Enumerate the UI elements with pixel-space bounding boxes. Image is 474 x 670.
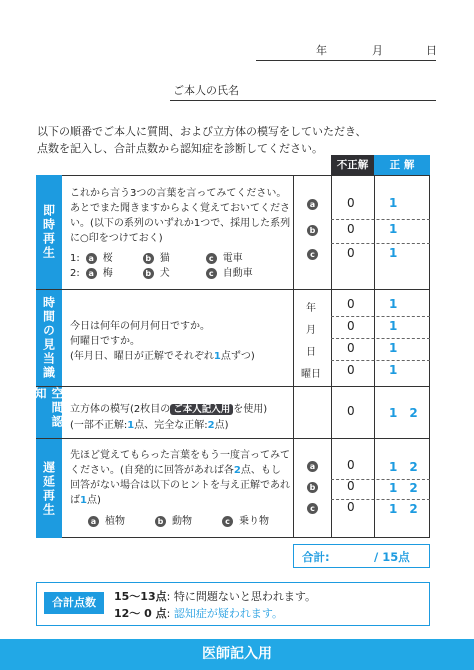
series-number: 1: bbox=[70, 253, 80, 264]
hint-word: 乗り物 bbox=[239, 516, 269, 527]
section-label-spatial: 空間認知 bbox=[36, 387, 62, 438]
score-row bbox=[293, 341, 430, 361]
hint-word: 動物 bbox=[172, 516, 192, 527]
row-label-year: 年 bbox=[306, 303, 316, 314]
mark-b-icon: b bbox=[143, 253, 154, 264]
spatial-note: (一部不正解:1点、完全な正解:2点) bbox=[70, 420, 229, 431]
intro-line-2: 点数を記入し、合計点数から認知症を診断してください。 bbox=[37, 142, 323, 155]
name-line bbox=[170, 100, 436, 101]
mark-c-icon: c bbox=[307, 503, 318, 514]
score-row bbox=[293, 319, 430, 339]
mark-a-icon: a bbox=[307, 461, 318, 472]
orientation-note: (年月日、曜日が正解でそれぞれ1点ずつ) bbox=[70, 351, 255, 362]
patient-form-tag: ご本人記入用 bbox=[170, 404, 233, 415]
score-guide-label: 合計点数 bbox=[44, 592, 104, 614]
score-wrong: 0 bbox=[347, 363, 355, 377]
name-label: ご本人の氏名 bbox=[173, 84, 239, 97]
series-word: 自動車 bbox=[222, 268, 253, 279]
score-wrong: 0 bbox=[347, 404, 355, 418]
score-row bbox=[293, 363, 430, 383]
orientation-text-2: 何曜日ですか。 bbox=[70, 336, 140, 347]
mark-a-icon: a bbox=[86, 268, 97, 279]
mark-c-icon: c bbox=[222, 516, 233, 527]
series-word: 電車 bbox=[222, 253, 243, 264]
mark-a-icon: a bbox=[88, 516, 99, 527]
section-label-immediate: 即時再生 bbox=[36, 175, 62, 289]
month-label: 月 bbox=[372, 44, 383, 57]
score-correct[interactable]: 1 2 bbox=[389, 502, 418, 516]
score-guide-line-1: 15〜13点: 特に問題ないと思われます。 bbox=[114, 590, 316, 603]
delayed-text-1: 先ほど覚えてもらった言葉をもう一度言ってみて bbox=[70, 450, 290, 461]
score-wrong: 0 bbox=[347, 297, 355, 311]
score-wrong: 0 bbox=[347, 319, 355, 333]
mark-a-icon: a bbox=[307, 199, 318, 210]
series-2 bbox=[70, 266, 253, 281]
immediate-text-4: に○印をつけておく) bbox=[70, 233, 163, 244]
series-number: 2: bbox=[70, 268, 80, 279]
column-correct: 正 解 bbox=[374, 155, 430, 175]
score-wrong: 0 bbox=[347, 222, 355, 236]
total-box bbox=[293, 544, 430, 568]
total-value[interactable]: / 15点 bbox=[374, 550, 410, 564]
row-label-weekday: 曜日 bbox=[301, 369, 321, 380]
score-wrong: 0 bbox=[347, 196, 355, 210]
score-correct[interactable]: 1 bbox=[389, 341, 398, 355]
mark-a-icon: a bbox=[86, 253, 97, 264]
mark-c-icon: c bbox=[206, 253, 217, 264]
delayed-text-3: 回答がない場合は以下のヒントを与え正解であれ bbox=[70, 480, 290, 491]
score-row bbox=[293, 297, 430, 317]
spatial-text: 立方体の模写(2枚目の ご本人記入用 を使用) bbox=[70, 404, 268, 415]
mark-b-icon: b bbox=[155, 516, 166, 527]
delayed-text-2: ください。(自発的に回答があれば各2点、もし bbox=[70, 465, 281, 476]
section-label-orientation: 時間の見当識 bbox=[36, 290, 62, 386]
score-correct[interactable]: 1 bbox=[389, 363, 398, 377]
mark-b-icon: b bbox=[307, 482, 318, 493]
score-correct[interactable]: 1 bbox=[389, 297, 398, 311]
score-correct[interactable]: 1 2 bbox=[389, 460, 418, 474]
delayed-hints bbox=[88, 514, 269, 529]
score-correct[interactable]: 1 2 bbox=[389, 406, 418, 420]
score-correct[interactable]: 1 bbox=[389, 222, 398, 236]
series-word: 犬 bbox=[159, 268, 170, 279]
row-label-month: 月 bbox=[306, 325, 316, 336]
mark-b-icon: b bbox=[143, 268, 154, 279]
year-label: 年 bbox=[316, 44, 327, 57]
series-word: 桜 bbox=[102, 253, 113, 264]
total-label: 合計: bbox=[302, 550, 330, 564]
series-word: 猫 bbox=[159, 253, 170, 264]
series-word: 梅 bbox=[102, 268, 113, 279]
score-wrong: 0 bbox=[347, 500, 355, 514]
footer-doctor-use: 医師記入用 bbox=[0, 639, 474, 670]
score-guide-line-2: 12〜 0 点: 認知症が疑われます。 bbox=[114, 607, 283, 620]
score-correct[interactable]: 1 bbox=[389, 319, 398, 333]
immediate-text-2: あとでまた聞きますからよく覚えておいてくださ bbox=[70, 203, 290, 214]
mark-c-icon: c bbox=[307, 249, 318, 260]
column-wrong: 不正解 bbox=[331, 155, 374, 175]
orientation-text-1: 今日は何年の何月何日ですか。 bbox=[70, 321, 210, 332]
mark-b-icon: b bbox=[307, 225, 318, 236]
score-correct[interactable]: 1 2 bbox=[389, 481, 418, 495]
intro-line-1: 以下の順番でご本人に質問、および立方体の模写をしていただき、 bbox=[37, 125, 367, 138]
delayed-text-4: ば1点) bbox=[70, 495, 101, 506]
date-line bbox=[256, 60, 436, 61]
score-wrong: 0 bbox=[347, 479, 355, 493]
mark-c-icon: c bbox=[206, 268, 217, 279]
score-correct[interactable]: 1 bbox=[389, 196, 398, 210]
series-1 bbox=[70, 251, 243, 266]
immediate-text-3: い。(以下の系列のいずれか1つで、採用した系列 bbox=[70, 218, 291, 229]
score-correct[interactable]: 1 bbox=[389, 246, 398, 260]
score-wrong: 0 bbox=[347, 246, 355, 260]
score-wrong: 0 bbox=[347, 458, 355, 472]
hint-word: 植物 bbox=[105, 516, 125, 527]
section-label-delayed: 遅延再生 bbox=[36, 439, 62, 538]
score-wrong: 0 bbox=[347, 341, 355, 355]
day-label: 日 bbox=[426, 44, 437, 57]
row-label-day: 日 bbox=[306, 347, 316, 358]
immediate-text-1: これから言う3つの言葉を言ってみてください。 bbox=[70, 188, 287, 199]
